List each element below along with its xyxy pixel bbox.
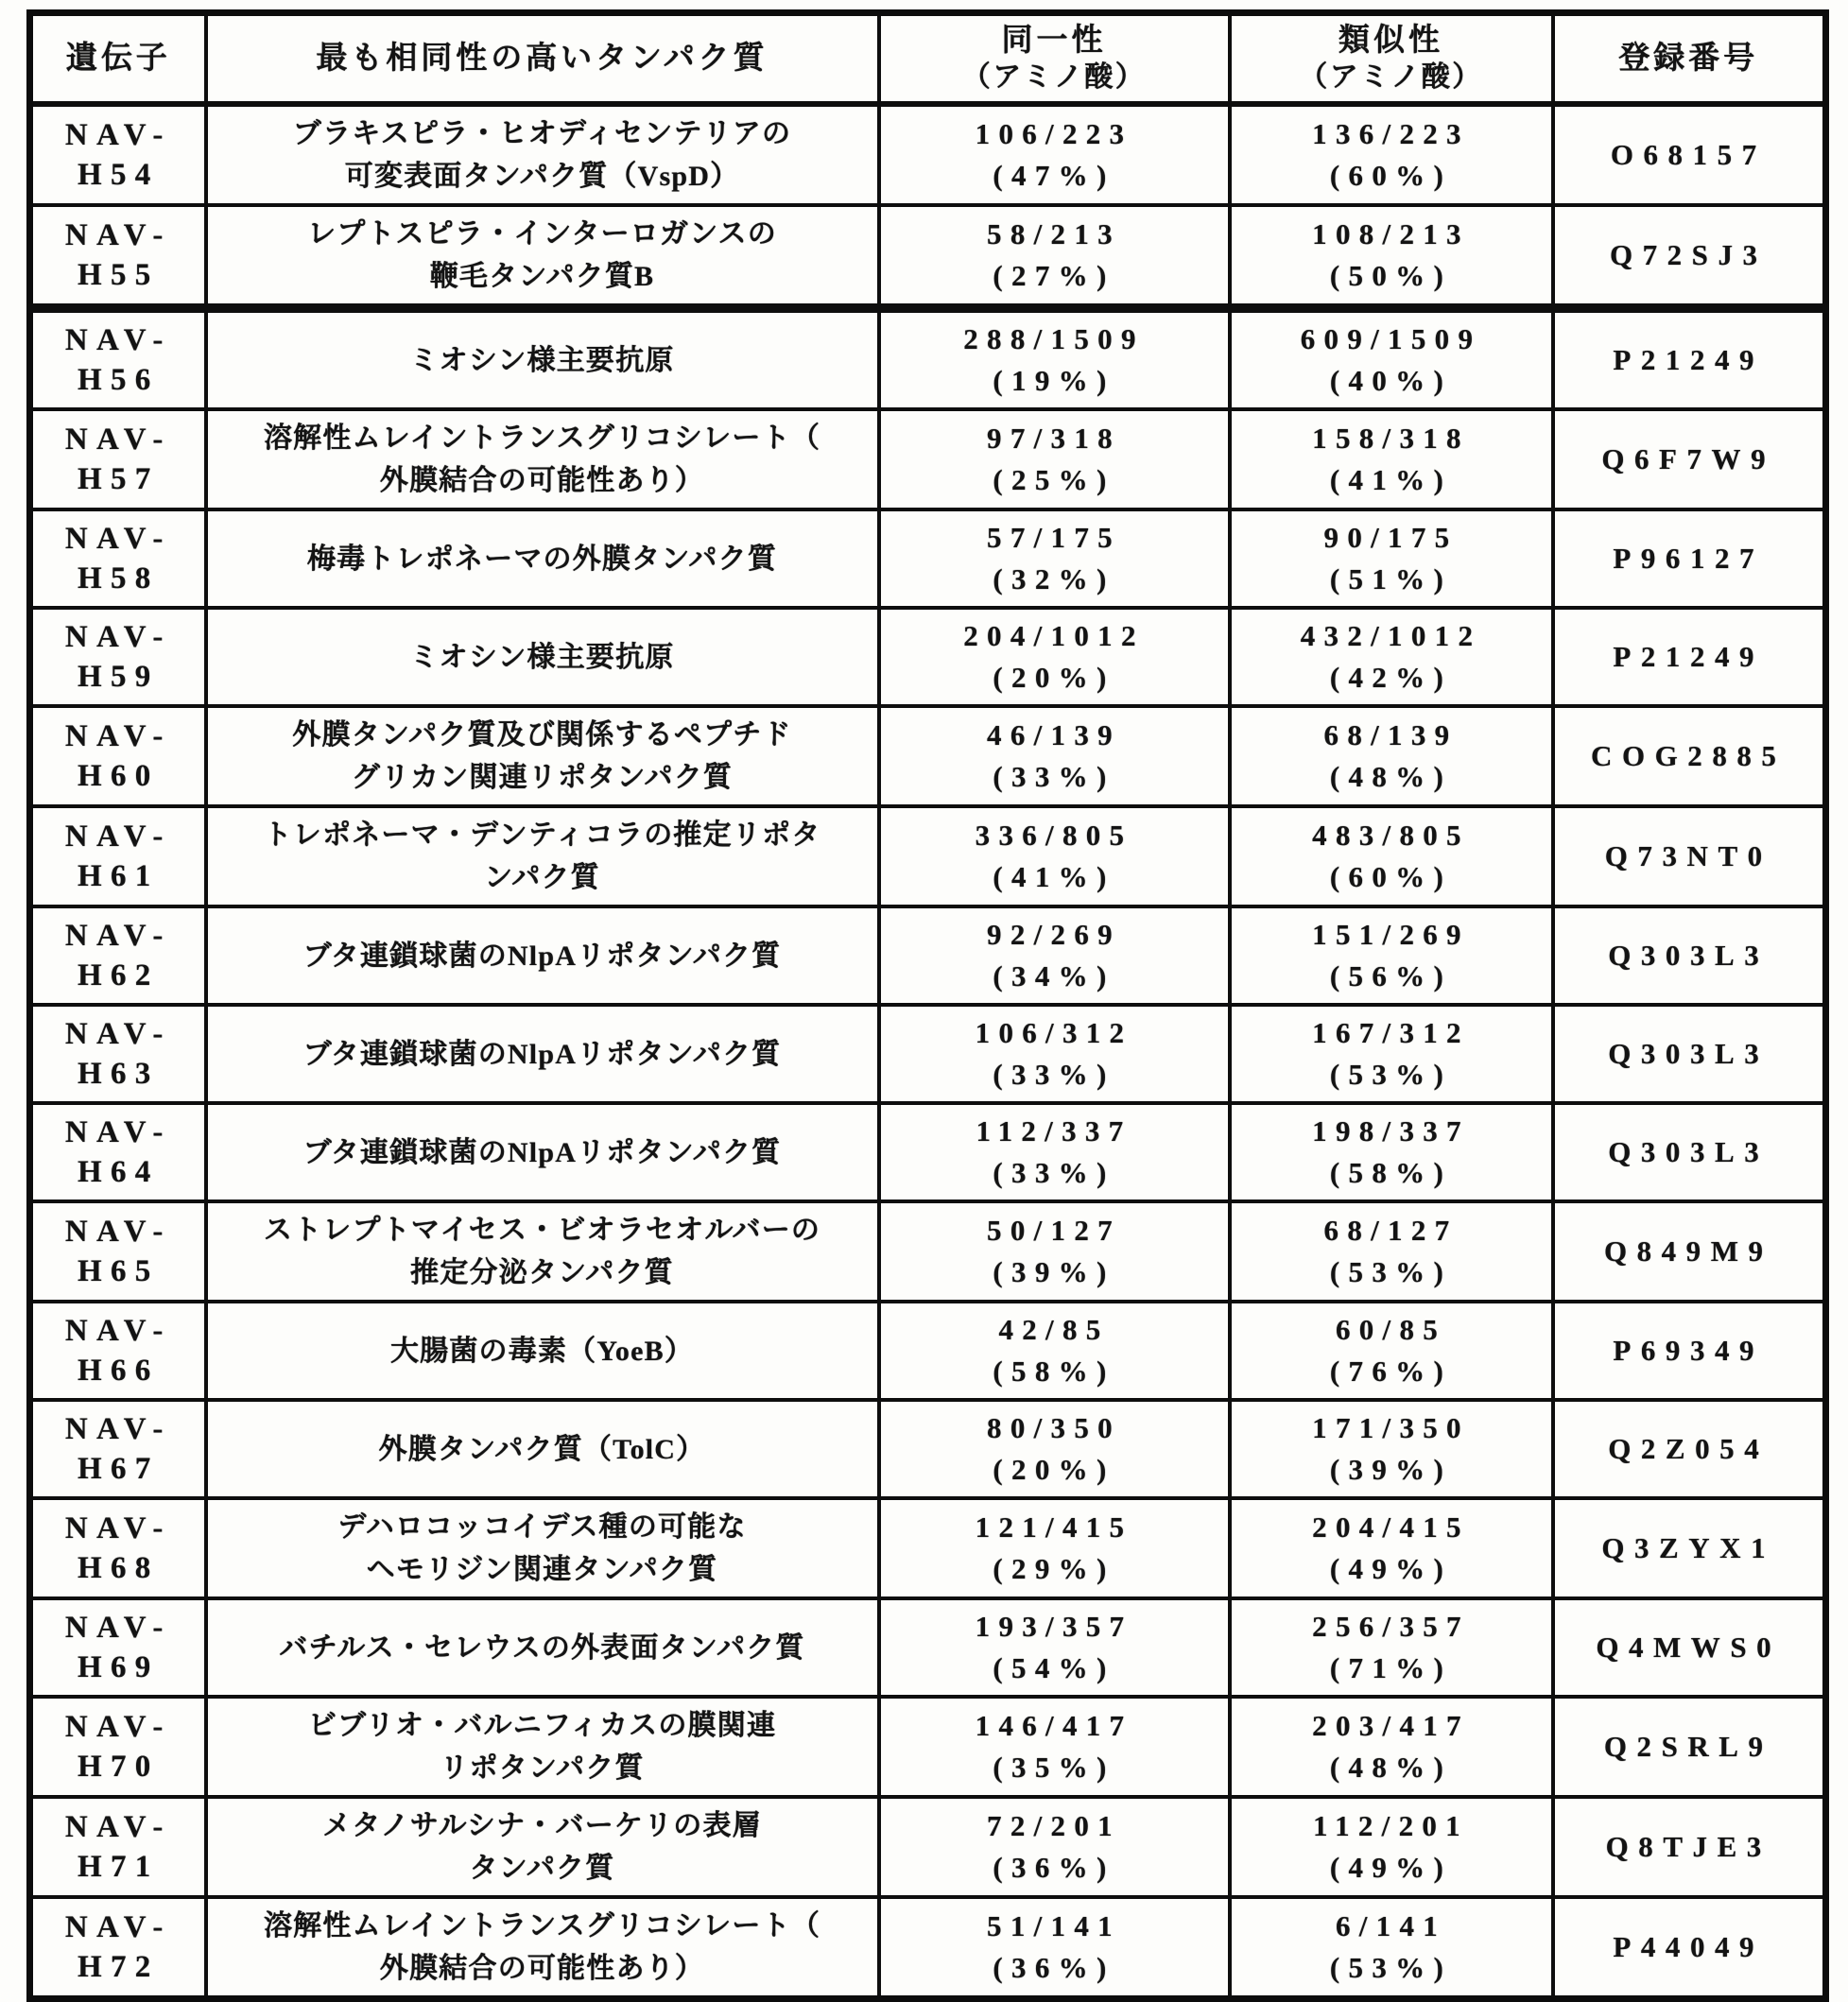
accession-number: Q303L3: [1608, 1135, 1770, 1168]
identity-ratio: 121/415: [975, 1510, 1133, 1544]
gene-cell: [30, 1498, 206, 1598]
similarity-cell: [1230, 1103, 1553, 1201]
accession-number: Q2SRL9: [1603, 1730, 1773, 1763]
similarity-ratio: 432/1012: [1300, 619, 1482, 652]
gene-prefix: NAV-: [64, 1017, 172, 1051]
identity-ratio: 46/139: [987, 718, 1121, 751]
accession-cell: [1553, 509, 1826, 608]
column-header-gene: [30, 13, 206, 105]
accession-cell: [1553, 104, 1826, 205]
identity-ratio: 97/318: [987, 422, 1121, 455]
gene-cell: [30, 104, 206, 205]
header-row: [30, 13, 1826, 105]
accession-cell: [1553, 205, 1826, 308]
protein-name: ミオシン様主要抗原: [409, 344, 675, 376]
gene-number: H63: [78, 1057, 160, 1091]
table-row: [30, 1201, 1826, 1302]
protein-cell: [206, 1797, 879, 1897]
protein-name: 外膜タンパク質（TolC）: [378, 1433, 706, 1465]
identity-ratio: 336/805: [975, 819, 1133, 852]
similarity-percent: (48%): [1329, 1751, 1453, 1784]
accession-cell: [1553, 806, 1826, 906]
similarity-cell: [1230, 1302, 1553, 1400]
identity-cell: [879, 906, 1230, 1005]
similarity-cell: [1230, 706, 1553, 806]
identity-ratio: 80/350: [987, 1411, 1121, 1444]
identity-percent: (47%): [993, 159, 1115, 192]
identity-cell: [879, 205, 1230, 308]
similarity-percent: (48%): [1329, 760, 1453, 793]
identity-percent: (33%): [993, 1058, 1115, 1091]
table-row: [30, 1897, 1826, 1999]
similarity-cell: [1230, 1797, 1553, 1897]
accession-number: Q2Z054: [1608, 1432, 1770, 1465]
gene-cell: [30, 706, 206, 806]
similarity-percent: (53%): [1329, 1058, 1453, 1091]
gene-prefix: NAV-: [64, 919, 172, 953]
identity-percent: (41%): [993, 860, 1115, 893]
identity-ratio: 58/213: [987, 217, 1121, 250]
protein-cell: [206, 409, 879, 509]
gene-number: H67: [78, 1452, 160, 1486]
similarity-percent: (49%): [1329, 1851, 1453, 1884]
gene-prefix: NAV-: [64, 620, 172, 654]
similarity-percent: (49%): [1329, 1552, 1453, 1585]
gene-cell: [30, 1103, 206, 1201]
gene-number: H66: [78, 1354, 160, 1388]
gene-number: H58: [78, 561, 160, 595]
column-header-label: 最も相同性の高いタンパク質: [316, 42, 769, 76]
identity-cell: [879, 104, 1230, 205]
accession-number: Q8TJE3: [1605, 1830, 1771, 1863]
identity-percent: (36%): [993, 1851, 1115, 1884]
column-header-identity: [879, 13, 1230, 105]
accession-number: Q303L3: [1608, 939, 1770, 972]
accession-number: O68157: [1610, 138, 1767, 171]
gene-cell: [30, 509, 206, 608]
column-header-accession: [1553, 13, 1826, 105]
similarity-percent: (51%): [1329, 562, 1453, 595]
protein-name: ビブリオ・バルニフィカスの膜関連 リポタンパク質: [307, 1710, 777, 1784]
similarity-ratio: 171/350: [1312, 1411, 1470, 1444]
similarity-cell: [1230, 509, 1553, 608]
protein-cell: [206, 104, 879, 205]
gene-cell: [30, 1302, 206, 1400]
similarity-ratio: 136/223: [1312, 117, 1470, 150]
table-row: [30, 205, 1826, 308]
similarity-percent: (60%): [1329, 860, 1453, 893]
column-header-label: 類似性: [1339, 24, 1443, 58]
identity-percent: (34%): [993, 959, 1115, 992]
table-row: [30, 1005, 1826, 1103]
table-row: [30, 906, 1826, 1005]
protein-cell: [206, 308, 879, 409]
similarity-cell: [1230, 1598, 1553, 1697]
identity-percent: (29%): [993, 1552, 1115, 1585]
similarity-cell: [1230, 1498, 1553, 1598]
protein-name: トレポネーマ・デンティコラの推定リポタ ンパク質: [263, 820, 821, 893]
identity-cell: [879, 1103, 1230, 1201]
protein-cell: [206, 509, 879, 608]
protein-name: レプトスピラ・インターロガンスの 鞭毛タンパク質B: [307, 218, 777, 292]
similarity-cell: [1230, 806, 1553, 906]
gene-cell: [30, 1598, 206, 1697]
column-header-sublabel: （アミノ酸）: [1299, 61, 1483, 93]
gene-number: H59: [78, 660, 160, 694]
accession-number: P21249: [1613, 343, 1765, 376]
accession-number: P44049: [1613, 1930, 1765, 1963]
accession-number: Q73NT0: [1604, 839, 1772, 872]
similarity-cell: [1230, 608, 1553, 706]
protein-name: 溶解性ムレイントランスグリコシレート（ 外膜結合の可能性あり）: [263, 1910, 821, 1984]
gene-cell: [30, 1897, 206, 1999]
similarity-percent: (58%): [1329, 1156, 1453, 1189]
protein-cell: [206, 1498, 879, 1598]
accession-number: Q849M9: [1603, 1234, 1773, 1268]
identity-percent: (27%): [993, 259, 1115, 292]
similarity-ratio: 204/415: [1312, 1510, 1470, 1544]
table-row: [30, 104, 1826, 205]
similarity-ratio: 198/337: [1312, 1114, 1470, 1148]
identity-ratio: 204/1012: [963, 619, 1145, 652]
similarity-percent: (42%): [1329, 661, 1453, 694]
protein-cell: [206, 906, 879, 1005]
similarity-cell: [1230, 1005, 1553, 1103]
accession-cell: [1553, 1697, 1826, 1797]
gene-prefix: NAV-: [64, 522, 172, 556]
table-row: [30, 706, 1826, 806]
gene-number: H72: [78, 1950, 160, 1984]
gene-prefix: NAV-: [64, 1215, 172, 1249]
similarity-ratio: 68/139: [1323, 718, 1459, 751]
table-row: [30, 1103, 1826, 1201]
gene-cell: [30, 308, 206, 409]
protein-name: 外膜タンパク質及び関係するペプチド グリカン関連リポタンパク質: [292, 719, 792, 793]
gene-number: H56: [78, 363, 160, 397]
similarity-ratio: 68/127: [1323, 1214, 1459, 1247]
identity-percent: (39%): [993, 1255, 1115, 1288]
identity-ratio: 51/141: [987, 1909, 1121, 1942]
identity-cell: [879, 308, 1230, 409]
gene-prefix: NAV-: [64, 1115, 172, 1149]
similarity-percent: (60%): [1329, 159, 1453, 192]
identity-percent: (36%): [993, 1951, 1115, 1984]
column-header-protein: [206, 13, 879, 105]
gene-number: H57: [78, 462, 160, 496]
gene-cell: [30, 906, 206, 1005]
accession-cell: [1553, 409, 1826, 509]
table-row: [30, 806, 1826, 906]
similarity-ratio: 90/175: [1323, 521, 1459, 554]
similarity-cell: [1230, 1201, 1553, 1302]
identity-cell: [879, 806, 1230, 906]
similarity-ratio: 256/357: [1312, 1610, 1470, 1643]
table-row: [30, 608, 1826, 706]
protein-name: ストレプトマイセス・ビオラセオルバーの 推定分泌タンパク質: [263, 1215, 821, 1288]
table-row: [30, 1697, 1826, 1797]
accession-cell: [1553, 906, 1826, 1005]
protein-name: 梅毒トレポネーマの外膜タンパク質: [306, 543, 778, 575]
similarity-cell: [1230, 1400, 1553, 1498]
column-header-sublabel: （アミノ酸）: [961, 61, 1147, 93]
identity-percent: (20%): [993, 1453, 1115, 1486]
protein-cell: [206, 806, 879, 906]
similarity-percent: (39%): [1329, 1453, 1453, 1486]
similarity-percent: (40%): [1329, 364, 1453, 397]
accession-cell: [1553, 1797, 1826, 1897]
identity-ratio: 106/223: [975, 117, 1133, 150]
protein-name: バチルス・セレウスの外表面タンパク質: [279, 1631, 805, 1664]
similarity-ratio: 60/85: [1335, 1313, 1447, 1346]
identity-ratio: 288/1509: [963, 322, 1145, 355]
column-header-label: 同一性: [1001, 24, 1107, 58]
similarity-ratio: 108/213: [1312, 217, 1470, 250]
accession-number: Q3ZYX1: [1601, 1531, 1776, 1564]
identity-ratio: 50/127: [987, 1214, 1121, 1247]
gene-cell: [30, 1697, 206, 1797]
similarity-ratio: 203/417: [1312, 1709, 1470, 1742]
similarity-percent: (41%): [1329, 463, 1453, 496]
accession-cell: [1553, 706, 1826, 806]
identity-ratio: 193/357: [975, 1610, 1133, 1643]
protein-name: ミオシン様主要抗原: [409, 641, 675, 673]
protein-cell: [206, 1598, 879, 1697]
gene-cell: [30, 409, 206, 509]
protein-name: ブタ連鎖球菌のNlpAリポタンパク質: [302, 940, 782, 972]
protein-name: メタノサルシナ・バーケリの表層 タンパク質: [322, 1810, 762, 1884]
similarity-ratio: 112/201: [1312, 1809, 1469, 1842]
column-header-label: 登録番号: [1618, 42, 1759, 76]
protein-cell: [206, 608, 879, 706]
gene-number: H64: [78, 1155, 160, 1189]
similarity-percent: (71%): [1329, 1651, 1453, 1684]
protein-name: ブラキスピラ・ヒオディセンテリアの 可変表面タンパク質（VspD）: [292, 118, 792, 192]
gene-prefix: NAV-: [64, 323, 172, 357]
gene-number: H62: [78, 958, 160, 992]
accession-cell: [1553, 1302, 1826, 1400]
similarity-ratio: 167/312: [1312, 1016, 1470, 1049]
similarity-percent: (56%): [1329, 959, 1453, 992]
protein-cell: [206, 1103, 879, 1201]
similarity-cell: [1230, 906, 1553, 1005]
accession-cell: [1553, 1897, 1826, 1999]
gene-number: H71: [78, 1850, 160, 1884]
similarity-cell: [1230, 1897, 1553, 1999]
accession-number: Q4MWS0: [1596, 1631, 1782, 1664]
protein-name: ブタ連鎖球菌のNlpAリポタンパク質: [302, 1136, 782, 1168]
gene-prefix: NAV-: [64, 1314, 172, 1348]
protein-cell: [206, 1201, 879, 1302]
protein-cell: [206, 205, 879, 308]
gene-prefix: NAV-: [64, 1710, 172, 1744]
identity-percent: (25%): [993, 463, 1115, 496]
similarity-ratio: 483/805: [1312, 819, 1470, 852]
protein-name: 溶解性ムレイントランスグリコシレート（ 外膜結合の可能性あり）: [263, 423, 821, 496]
identity-cell: [879, 1897, 1230, 1999]
similarity-cell: [1230, 104, 1553, 205]
identity-ratio: 112/337: [976, 1114, 1132, 1148]
accession-number: P69349: [1613, 1334, 1765, 1367]
protein-cell: [206, 1897, 879, 1999]
identity-percent: (35%): [993, 1751, 1115, 1784]
identity-ratio: 57/175: [987, 521, 1121, 554]
gene-number: H70: [78, 1750, 160, 1784]
similarity-ratio: 151/269: [1312, 918, 1470, 951]
identity-cell: [879, 1005, 1230, 1103]
table-row: [30, 308, 1826, 409]
similarity-percent: (76%): [1329, 1355, 1453, 1388]
similarity-cell: [1230, 308, 1553, 409]
identity-ratio: 42/85: [998, 1313, 1110, 1346]
table-row: [30, 409, 1826, 509]
gene-number: H55: [78, 258, 160, 292]
gene-prefix: NAV-: [64, 1810, 172, 1844]
accession-number: P21249: [1613, 640, 1765, 673]
accession-cell: [1553, 1201, 1826, 1302]
protein-cell: [206, 1400, 879, 1498]
gene-cell: [30, 205, 206, 308]
gene-prefix: NAV-: [64, 423, 172, 457]
protein-name: ブタ連鎖球菌のNlpAリポタンパク質: [302, 1038, 782, 1070]
identity-percent: (58%): [993, 1355, 1115, 1388]
table-row: [30, 1797, 1826, 1897]
table-row: [30, 509, 1826, 608]
identity-cell: [879, 1498, 1230, 1598]
identity-cell: [879, 1797, 1230, 1897]
identity-ratio: 92/269: [987, 918, 1121, 951]
table-body: [30, 104, 1826, 1999]
identity-cell: [879, 1598, 1230, 1697]
protein-name: デハロコッコイデス種の可能な ヘモリジン関連タンパク質: [337, 1511, 747, 1585]
identity-cell: [879, 509, 1230, 608]
accession-cell: [1553, 308, 1826, 409]
table-row: [30, 1498, 1826, 1598]
table-row: [30, 1302, 1826, 1400]
accession-number: Q6F7W9: [1601, 442, 1776, 475]
accession-cell: [1553, 608, 1826, 706]
similarity-ratio: 609/1509: [1300, 322, 1482, 355]
gene-number: H68: [78, 1551, 160, 1585]
gene-number: H69: [78, 1650, 160, 1684]
identity-cell: [879, 608, 1230, 706]
identity-percent: (19%): [993, 364, 1115, 397]
homology-results-table: [26, 9, 1829, 2002]
column-header-label: 遺伝子: [65, 42, 171, 76]
gene-cell: [30, 806, 206, 906]
gene-prefix: NAV-: [64, 820, 172, 854]
gene-number: H60: [78, 759, 160, 793]
protein-cell: [206, 1302, 879, 1400]
table-row: [30, 1400, 1826, 1498]
gene-number: H61: [78, 859, 160, 893]
protein-cell: [206, 1005, 879, 1103]
identity-cell: [879, 1697, 1230, 1797]
identity-percent: (33%): [993, 1156, 1115, 1189]
identity-cell: [879, 706, 1230, 806]
similarity-ratio: 6/141: [1335, 1909, 1447, 1942]
similarity-cell: [1230, 1697, 1553, 1797]
gene-prefix: NAV-: [64, 218, 172, 252]
accession-cell: [1553, 1005, 1826, 1103]
protein-cell: [206, 1697, 879, 1797]
identity-cell: [879, 1302, 1230, 1400]
gene-cell: [30, 1005, 206, 1103]
gene-prefix: NAV-: [64, 118, 172, 152]
similarity-percent: (53%): [1329, 1951, 1453, 1984]
accession-number: Q303L3: [1608, 1037, 1770, 1070]
column-header-similarity: [1230, 13, 1553, 105]
accession-number: P96127: [1613, 542, 1765, 575]
identity-percent: (20%): [993, 661, 1115, 694]
identity-ratio: 72/201: [987, 1809, 1121, 1842]
protein-name: 大腸菌の毒素（YoeB）: [389, 1335, 695, 1367]
identity-percent: (33%): [993, 760, 1115, 793]
table-header: [30, 13, 1826, 105]
gene-number: H54: [78, 158, 160, 192]
protein-cell: [206, 706, 879, 806]
accession-cell: [1553, 1103, 1826, 1201]
table-row: [30, 1598, 1826, 1697]
similarity-cell: [1230, 409, 1553, 509]
similarity-percent: (50%): [1329, 259, 1453, 292]
identity-percent: (32%): [993, 562, 1115, 595]
gene-number: H65: [78, 1254, 160, 1288]
accession-cell: [1553, 1598, 1826, 1697]
identity-cell: [879, 1400, 1230, 1498]
gene-cell: [30, 1797, 206, 1897]
gene-prefix: NAV-: [64, 1412, 172, 1446]
gene-prefix: NAV-: [64, 719, 172, 753]
identity-cell: [879, 409, 1230, 509]
accession-number: COG2885: [1591, 739, 1787, 772]
gene-cell: [30, 1201, 206, 1302]
similarity-cell: [1230, 205, 1553, 308]
identity-ratio: 146/417: [975, 1709, 1133, 1742]
similarity-percent: (53%): [1329, 1255, 1453, 1288]
gene-cell: [30, 1400, 206, 1498]
gene-prefix: NAV-: [64, 1611, 172, 1645]
similarity-ratio: 158/318: [1312, 422, 1470, 455]
gene-prefix: NAV-: [64, 1910, 172, 1944]
accession-number: Q72SJ3: [1609, 238, 1768, 271]
identity-ratio: 106/312: [975, 1016, 1133, 1049]
gene-prefix: NAV-: [64, 1511, 172, 1545]
accession-cell: [1553, 1400, 1826, 1498]
gene-cell: [30, 608, 206, 706]
identity-percent: (54%): [993, 1651, 1115, 1684]
accession-cell: [1553, 1498, 1826, 1598]
identity-cell: [879, 1201, 1230, 1302]
